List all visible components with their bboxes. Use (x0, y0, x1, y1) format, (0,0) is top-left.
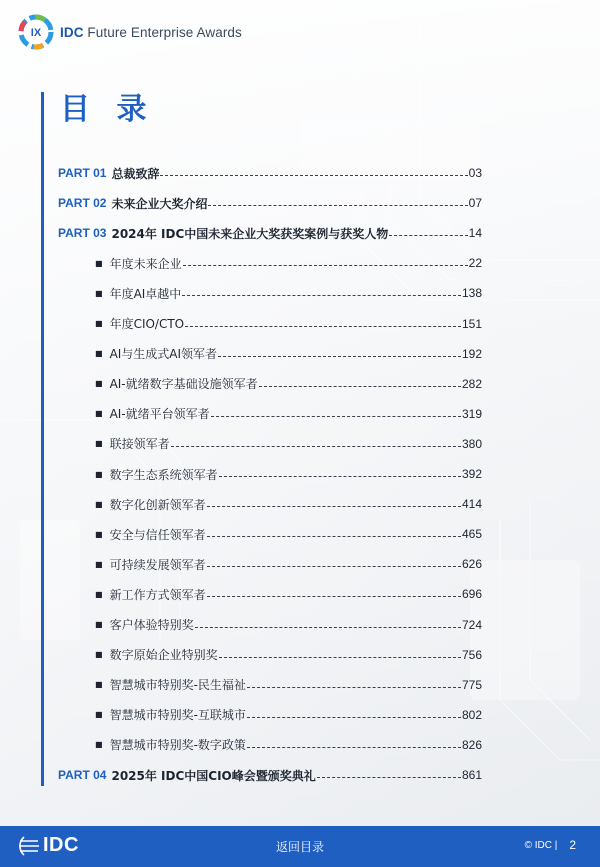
toc-page-number: 756 (461, 647, 482, 662)
toc-sub-entry[interactable] (95, 706, 482, 724)
toc-leader-dots (247, 746, 461, 748)
toc-sub-entry[interactable] (95, 375, 482, 393)
toc-entry-label: 总裁致辞 (111, 166, 160, 181)
toc-entry-label: AI与生成式AI领军者 (109, 347, 218, 362)
bullet-icon: ■ (95, 439, 103, 449)
toc-sub-entry[interactable] (95, 284, 482, 302)
bullet-icon: ■ (95, 559, 103, 569)
bullet-icon: ■ (95, 379, 103, 389)
toc-entry-label: 新工作方式领军者 (109, 587, 206, 602)
bullet-icon: ■ (95, 349, 103, 359)
bullet-icon: ■ (95, 288, 103, 298)
toc-leader-dots (259, 385, 461, 387)
toc-part-number: PART 03 (58, 226, 107, 241)
toc-leader-dots (218, 355, 461, 357)
bullet-icon: ■ (95, 620, 103, 629)
toc-page-number: 775 (461, 677, 482, 692)
footer-copyright: © IDC | (524, 839, 558, 851)
bullet-icon: ■ (95, 529, 103, 539)
toc-leader-dots (207, 565, 461, 567)
toc-sub-entry[interactable] (95, 555, 482, 573)
bullet-icon: ■ (95, 469, 103, 479)
toc-sub-entry[interactable] (95, 585, 482, 603)
toc-sub-entry[interactable] (95, 345, 482, 363)
idc-awards-logo-icon (18, 14, 54, 50)
bullet-icon: ■ (95, 258, 103, 268)
bullet-icon: ■ (95, 650, 103, 660)
toc-leader-dots (195, 626, 461, 628)
footer-right (525, 838, 576, 852)
toc-sub-entry[interactable] (95, 525, 482, 543)
bullet-icon: ■ (95, 680, 103, 690)
toc-sub-entry[interactable] (95, 676, 482, 694)
toc-sub-entry[interactable] (95, 405, 482, 423)
toc-leader-dots (208, 204, 467, 206)
toc-leader-dots (182, 294, 461, 296)
toc-leader-dots (185, 325, 461, 327)
toc-entry-label: 2025年 IDC中国CIO峰会暨颁奖典礼 (111, 768, 316, 783)
footer-back-container (0, 838, 600, 855)
toc-entry-label: AI-就绪平台领军者 (109, 407, 210, 422)
toc-part-entry[interactable] (58, 766, 482, 784)
toc-page-number: 626 (461, 557, 482, 572)
toc-page-number: 14 (468, 226, 482, 241)
toc-sub-entry[interactable] (95, 465, 482, 483)
toc-sub-entry[interactable] (95, 646, 482, 664)
toc-entry-label: 智慧城市特别奖-数字政策 (109, 738, 246, 753)
toc-entry-label: 可持续发展领军者 (109, 557, 206, 572)
footer (0, 826, 600, 867)
bullet-icon: ■ (95, 499, 103, 509)
toc-entry-label: 年度AI卓越中 (109, 286, 182, 301)
toc-entry-label: AI-就绪数字基础设施领军者 (109, 377, 258, 392)
toc-leader-dots (211, 415, 461, 417)
toc-entry-label: 年度未来企业 (109, 256, 182, 271)
toc-page-number: 802 (461, 707, 482, 722)
toc-page-number: 192 (461, 346, 482, 361)
toc-leader-dots (219, 475, 461, 477)
svg-text:IX: IX (30, 27, 42, 39)
toc-page-number: 724 (461, 617, 482, 632)
toc-entry-label: 未来企业大奖介绍 (111, 196, 208, 211)
idc-globe-icon (18, 835, 40, 857)
toc-page-number: 861 (461, 768, 482, 782)
toc-part-number: PART 04 (58, 768, 107, 782)
toc-entry-label: 数字原始企业特别奖 (109, 648, 218, 663)
header (18, 14, 242, 50)
toc-leader-dots (171, 445, 461, 447)
toc-leader-dots (207, 535, 461, 537)
bullet-icon: ■ (95, 409, 103, 419)
toc-page-number: 151 (461, 316, 482, 331)
toc-page-number: 319 (461, 406, 482, 421)
toc-part-entry[interactable] (58, 194, 482, 212)
toc-leader-dots (207, 505, 461, 507)
toc-entry-label: 年度CIO/CTO (109, 317, 185, 331)
toc-sub-entry[interactable] (95, 254, 482, 272)
bullet-icon: ■ (95, 319, 103, 328)
toc-accent-bar (41, 92, 44, 786)
toc-page-number: 380 (461, 436, 482, 451)
toc-page-number: 282 (461, 376, 482, 391)
toc-entry-label: 智慧城市特别奖-互联城市 (109, 708, 246, 723)
toc-leader-dots (219, 656, 461, 658)
bullet-icon: ■ (95, 740, 103, 750)
toc-sub-entry[interactable] (95, 435, 482, 453)
toc-page-number: 138 (461, 286, 482, 301)
toc-leader-dots (207, 595, 461, 597)
toc-entry-label: 安全与信任领军者 (109, 527, 206, 542)
toc-entry-label: 客户体验特别奖 (109, 618, 194, 632)
header-title-text: Future Enterprise Awards (87, 24, 242, 40)
toc-leader-dots (160, 174, 467, 176)
bullet-icon: ■ (95, 589, 103, 599)
toc-sub-entry[interactable] (95, 315, 482, 333)
toc-part-entry[interactable] (58, 164, 482, 182)
footer-logo-text: IDC (43, 834, 79, 856)
toc-entry-label: 智慧城市特别奖-民生福祉 (109, 678, 246, 693)
toc-entry-label: 数字生态系统领军者 (109, 467, 218, 482)
toc-sub-entry[interactable] (95, 495, 482, 513)
toc-leader-dots (247, 686, 461, 688)
toc-part-number: PART 02 (58, 196, 107, 211)
toc-sub-entry[interactable] (95, 736, 482, 754)
footer-page-number: 2 (569, 838, 576, 852)
toc-entry-label: 联接领军者 (109, 437, 170, 452)
toc-page-number: 696 (461, 587, 482, 602)
toc-page-number: 465 (461, 527, 482, 542)
toc-part-entry[interactable] (58, 224, 482, 242)
toc-leader-dots (389, 234, 467, 236)
toc-page-number: 392 (461, 467, 482, 481)
toc-title: 目 录 (60, 92, 155, 127)
toc-page-number: 22 (468, 256, 482, 271)
toc-page-number: 414 (461, 497, 482, 512)
toc-leader-dots (317, 776, 461, 778)
toc-page-number: 826 (461, 737, 482, 752)
toc-part-number: PART 01 (58, 166, 107, 180)
toc-page-number: 07 (468, 196, 482, 211)
toc-entry-label: 2024年 IDC中国未来企业大奖获奖案例与获奖人物 (111, 226, 389, 241)
header-brand: IDC (60, 24, 84, 40)
toc-leader-dots (183, 264, 468, 266)
toc-entry-label: 数字化创新领军者 (109, 497, 206, 512)
toc-leader-dots (247, 716, 461, 718)
toc-sub-entry[interactable] (95, 616, 482, 634)
back-to-toc-link[interactable]: 返回目录 (275, 840, 324, 854)
footer-logo (18, 834, 79, 857)
bullet-icon: ■ (95, 710, 103, 720)
toc-page-number: 03 (468, 166, 482, 180)
header-title (60, 25, 242, 40)
